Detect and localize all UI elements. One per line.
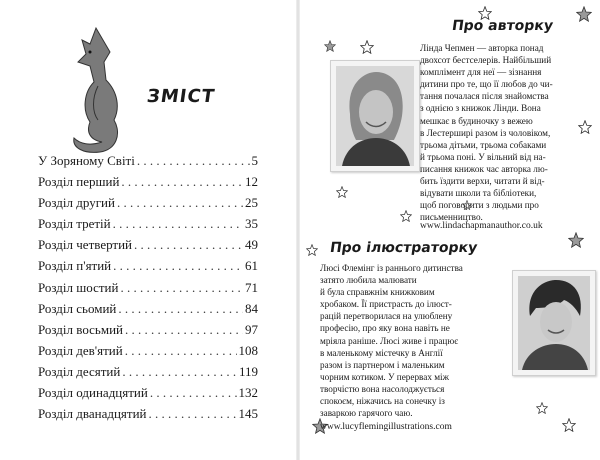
toc-entry[interactable]	[38, 234, 258, 255]
illustrator-website-link[interactable]: www.lucyflemingillustrations.com	[320, 422, 452, 432]
illustrator-heading: Про ілюстраторку	[328, 240, 479, 256]
toc-entry-title: Розділ восьмий	[38, 321, 123, 337]
toc-entry[interactable]	[38, 403, 258, 424]
toc-leader-dots	[134, 234, 243, 255]
toc-entry-title: Розділ дванадцятий	[38, 406, 147, 422]
star-icon	[324, 40, 336, 52]
toc-entry[interactable]	[38, 277, 258, 298]
toc-entry-title: Розділ шостий	[38, 279, 119, 295]
toc-leader-dots	[120, 277, 243, 298]
author-website-link[interactable]: www.lindachapmanauthor.co.uk	[420, 221, 543, 231]
fox-illustration	[60, 22, 130, 162]
toc-entry-page: 108	[238, 342, 258, 358]
toc-entry-title: Розділ десятий	[38, 363, 121, 379]
toc-entry-page: 5	[251, 153, 258, 168]
star-icon	[400, 210, 412, 222]
toc-list	[38, 150, 258, 424]
toc-leader-dots	[113, 255, 243, 276]
toc-entry[interactable]	[38, 150, 258, 171]
toc-leader-dots	[125, 340, 237, 361]
toc-entry-title: Розділ дев'ятий	[38, 342, 123, 358]
toc-entry[interactable]	[38, 192, 258, 213]
toc-leader-dots	[118, 298, 243, 319]
toc-entry-title: Розділ четвертий	[38, 237, 133, 253]
toc-entry[interactable]	[38, 319, 258, 340]
toc-entry-page: 49	[245, 237, 258, 253]
toc-entry[interactable]	[38, 382, 258, 403]
toc-entry-page: 145	[238, 406, 258, 422]
toc-entry-title: Розділ одинадцятий	[38, 385, 148, 401]
toc-entry-page: 61	[245, 258, 258, 274]
star-icon	[336, 186, 348, 198]
toc-entry-title: Розділ другий	[38, 195, 115, 211]
illustrator-portrait-image	[518, 276, 590, 370]
star-icon	[568, 232, 584, 248]
illustrator-bio: Люсі Флемінг із раннього дитинства затято любила малювати й була справжнім книжковим хробаком. Її пристрасть до ілюст- рацій перетворилася на улюблену професію, про яку вона навіть не мріяла раніше. Люсі живе і працює в маленькому містечку в Англії разом із партнером і маленьким чорним котиком. У перервах між творчістю вона насолоджується спокоєм, ніжачись на сонечку із заваркою гарячого чаю.	[320, 263, 463, 419]
star-icon	[536, 402, 548, 414]
author-photo	[330, 60, 420, 172]
toc-leader-dots	[117, 192, 243, 213]
toc-leader-dots	[113, 213, 243, 234]
star-icon	[576, 6, 592, 22]
author-bio: Лінда Чепмен — авторка понад двохсот бестселерів. Найбільший комплімент для неї — зізнання дитини про те, що її любов до чи- тання почалася після знайомства з однією з книжок Лінди. Вона мешкає в будиночку з вежею в Лестерширі разом із чоловіком, трьома дітьми, трьома собаками й трьома поні. У вільний від на- писання книжок час авторка лю- бить їздити верхи, читати й від- відувати школи та бібліотеки, щоб поговорити з людьми про письменництво.	[420, 43, 553, 223]
toc-entry-page: 84	[245, 300, 258, 316]
toc-entry-page: 71	[245, 279, 258, 295]
toc-entry-title: Розділ п'ятий	[38, 258, 112, 274]
toc-entry-title: Розділ сьомий	[38, 300, 117, 316]
toc-entry-page: 35	[245, 216, 258, 232]
toc-entry-title: У Зоряному Світі	[38, 153, 135, 168]
toc-entry[interactable]	[38, 340, 258, 361]
star-icon	[562, 418, 576, 432]
toc-leader-dots	[122, 361, 237, 382]
illustrator-photo	[512, 270, 596, 376]
author-portrait-image	[336, 66, 414, 166]
toc-entry[interactable]	[38, 255, 258, 276]
toc-entry-page: 132	[238, 385, 258, 401]
author-heading: Про авторку	[450, 18, 555, 34]
toc-entry-page: 119	[238, 363, 258, 379]
toc-entry[interactable]	[38, 298, 258, 319]
toc-entry[interactable]	[38, 171, 258, 192]
left-page	[0, 0, 296, 460]
star-icon	[360, 40, 374, 54]
toc-entry-page: 97	[245, 321, 258, 337]
toc-leader-dots	[150, 382, 237, 403]
toc-leader-dots	[149, 403, 237, 424]
toc-entry[interactable]	[38, 361, 258, 382]
toc-entry-title: Розділ третій	[38, 216, 111, 232]
toc-title: ЗМІСТ	[145, 86, 217, 107]
toc-leader-dots	[125, 319, 243, 340]
toc-leader-dots	[137, 150, 250, 171]
right-page	[300, 0, 600, 460]
toc-entry[interactable]	[38, 213, 258, 234]
toc-entry-page: 12	[245, 174, 258, 190]
toc-entry-title: Розділ перший	[38, 174, 120, 190]
toc-entry-page: 25	[245, 195, 258, 211]
star-icon	[306, 244, 318, 256]
toc-leader-dots	[121, 171, 243, 192]
